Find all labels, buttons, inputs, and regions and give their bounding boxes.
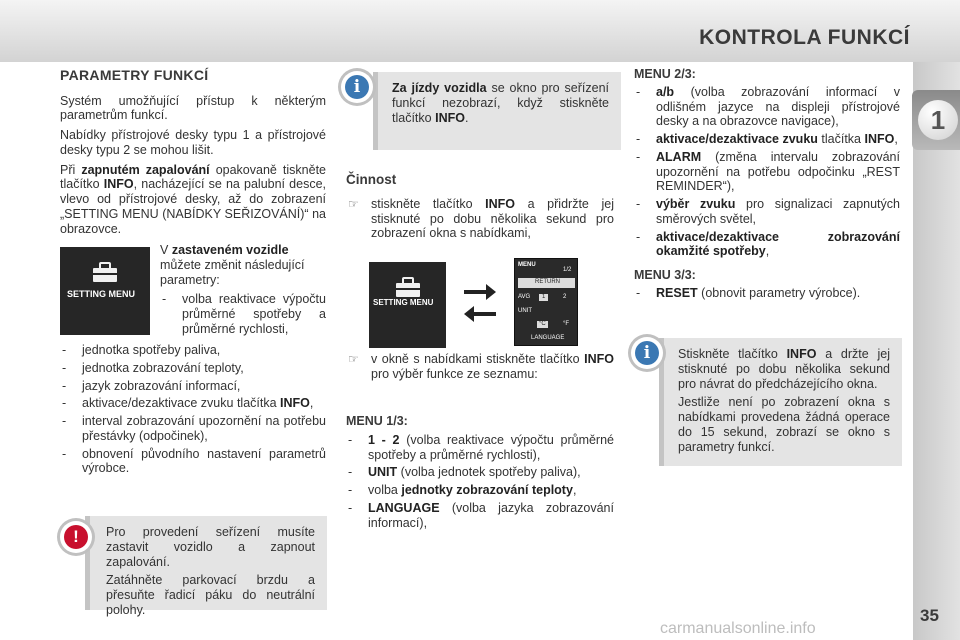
parked-list	[160, 292, 326, 336]
info-icon: i	[345, 75, 369, 99]
menu-3-title: MENU 3/3:	[634, 268, 696, 282]
list-item: - interval zobrazování upozornění na potřebu přestávky (odpočinek),	[60, 414, 326, 444]
parked-intro: V zastaveném vozidle můžete změnit následující parametry:	[160, 243, 305, 287]
arrow-right-icon: ☞	[348, 196, 359, 211]
menu-1-list	[346, 433, 614, 531]
step-item: ☞ v okně s nabídkami stiskněte tlačítko INFO pro výběr funkce ze seznamu:	[348, 352, 614, 381]
chapter-badge	[918, 100, 958, 140]
warning-badge	[60, 521, 92, 553]
info-text-1: Stiskněte tlačítko INFO a držte jej stisknuté po dobu několika sekund pro návrat do předcházejícího okna.	[678, 347, 890, 391]
image-label: SETTING MENU	[67, 289, 136, 299]
list-item: - ALARM (změna intervalu zobrazování upozornění na potřebu odpočinku „REST REMINDER“),	[634, 150, 900, 194]
menu-1-section	[346, 414, 614, 533]
setting-menu-image-2	[369, 262, 446, 348]
list-item: - aktivace/dezaktivace zobrazování okamžité spotřeby,	[634, 230, 900, 260]
toolbox-icon	[91, 261, 119, 283]
menu-screen	[514, 258, 578, 346]
menu-2-list	[634, 85, 900, 259]
image-label: SETTING MENU	[373, 298, 434, 307]
screen-language: LANGUAGE	[531, 335, 565, 341]
list-item: - výběr zvuku pro signalizaci zapnutých směrových světel,	[634, 197, 900, 227]
page-title: KONTROLA FUNKCÍ	[699, 26, 910, 49]
operation-steps	[346, 197, 614, 241]
types-paragraph: Nabídky přístrojové desky typu 1 a přístrojové desky typu 2 se mohou lišit.	[60, 128, 326, 157]
operation-steps-2	[346, 352, 614, 382]
info-badge	[341, 71, 373, 103]
parked-params	[160, 243, 326, 340]
operation-section	[346, 172, 614, 246]
warning-text-2: Zatáhněte parkovací brzdu a přesuňte řadicí páku do neutrální polohy.	[106, 573, 315, 617]
info-icon: i	[635, 341, 659, 365]
menu-1-title: MENU 1/3:	[346, 414, 408, 428]
screen-page: 1/2	[563, 267, 572, 273]
screen-celsius: °C	[539, 321, 546, 327]
warning-icon: !	[64, 525, 88, 549]
page-number: 35	[920, 606, 939, 625]
screen-fahrenheit: °F	[563, 321, 570, 327]
list-item: - volba reaktivace výpočtu průměrné spotřeby a průměrné rychlosti,	[160, 292, 326, 336]
list-item: - obnovení původního nastavení parametrů výrobce.	[60, 447, 326, 477]
list-item: - volba jednotky zobrazování teploty,	[346, 483, 614, 498]
screen-unit: UNIT	[518, 308, 532, 314]
screen-avg: AVG	[518, 294, 531, 300]
info-note-driving	[373, 72, 621, 150]
menu-2-title: MENU 2/3:	[634, 67, 696, 81]
screen-val2: 2	[563, 294, 567, 300]
info-text: Za jízdy vozidla se okno pro seřízení funkcí nezobrazí, když stiskněte tlačítko INFO.	[392, 81, 609, 125]
list-item: - RESET (obnovit parametry výrobce).	[634, 286, 900, 301]
param-list	[60, 343, 326, 476]
swap-arrows-icon	[462, 282, 498, 322]
list-item: - jazyk zobrazování informací,	[60, 379, 326, 394]
warning-note	[85, 516, 327, 617]
screen-menu-title: MENU	[518, 262, 536, 268]
warning-text-1: Pro provedení seřízení musíte zastavit vozidlo a zapnout zapalování.	[106, 525, 315, 569]
operation-heading: Činnost	[346, 172, 397, 187]
arrow-right-icon: ☞	[348, 352, 359, 366]
instruction-paragraph: Při zapnutém zapalování opakovaně tiskněte tlačítko INFO, nacházející se na palubní desce, vlevo od přístrojové desky, až do zobrazení „SETTING MENU (NABÍDKY SEŘIZOVÁNÍ)“ na obrazovce.	[60, 162, 326, 236]
menu-3-section	[634, 268, 900, 304]
intro-paragraph: Systém umožňující přístup k některým parametrům funkcí.	[60, 93, 326, 123]
menu-2-section	[634, 67, 900, 262]
list-item: - UNIT (volba jednotek spotřeby paliva),	[346, 465, 614, 480]
toolbox-icon	[394, 276, 422, 298]
list-item: - aktivace/dezaktivace zvuku tlačítka INFO,	[60, 396, 326, 411]
operation-section-2	[346, 352, 614, 387]
step-item: ☞ stiskněte tlačítko INFO a přidržte jej stisknuté po dobu několika sekund pro zobrazení okna s nabídkami,	[348, 196, 614, 241]
setting-menu-image	[60, 247, 150, 335]
list-item: - jednotka zobrazování teploty,	[60, 361, 326, 376]
screen-return: RETURN	[535, 279, 560, 285]
section-heading: PARAMETRY FUNKCÍ	[60, 67, 209, 83]
left-column	[60, 67, 326, 241]
list-item: - 1 - 2 (volba reaktivace výpočtu průměrné spotřeby a průměrné rychlosti),	[346, 433, 614, 463]
chapter-number: 1	[930, 104, 946, 135]
info-text-2: Jestliže není po zobrazení okna s nabídkami provedena žádná operace do 15 sekund, zobrazí se okno s parametry funkcí.	[678, 395, 890, 454]
list-item: - a/b (volba zobrazování informací v odlišném jazyce na displeji přístrojové desky a na obrazovce navigace),	[634, 85, 900, 129]
list-item: - jednotka spotřeby paliva,	[60, 343, 326, 358]
list-item: - aktivace/dezaktivace zvuku tlačítka INFO,	[634, 132, 900, 147]
chapter-tab[interactable]	[912, 90, 960, 150]
watermark: carmanualsonline.info	[660, 620, 816, 637]
list-item: - LANGUAGE (volba jazyka zobrazování informací),	[346, 501, 614, 531]
screen-val1: 1	[539, 294, 548, 301]
info-note-return	[659, 338, 902, 466]
param-list-block	[60, 343, 326, 479]
info-badge-2	[631, 337, 663, 369]
menu-3-list	[634, 286, 900, 301]
